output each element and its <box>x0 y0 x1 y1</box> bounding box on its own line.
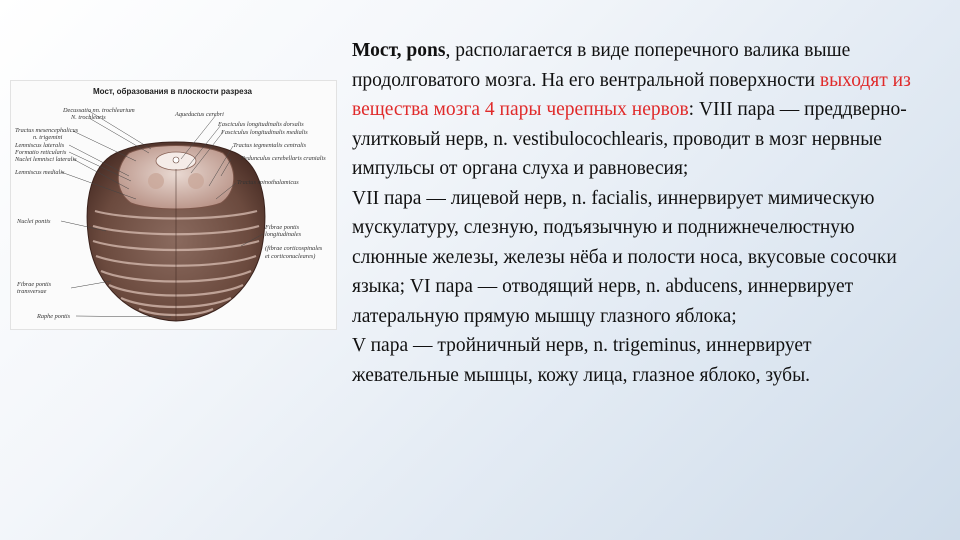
pons-cross-section-figure <box>10 80 337 330</box>
figure-label: Tractus mesencephalicus <box>15 127 79 134</box>
text-span: : VIII пара — преддверно-улитковый нерв, n. vestibulocochlearis, проводит в мозг нервные импульсы от органа слуха и равновесия; <box>352 99 907 179</box>
highlight-text: выходят из вещества мозга 4 пары черепных нервов <box>352 69 911 120</box>
term-pons: Мост, pons <box>352 40 446 61</box>
figure-label: Lemniscus lateralis <box>15 142 65 149</box>
paragraph-facial: VII пара — лицевой нерв, n. facialis, иннервирует мимическую мускулатуру, слезную, подъязычную и поднижнечелюстную слюнные железы, железы нёба и полости носа, вкусовые сосочки языка; VI пара — отводящий нерв, n. abducens, иннервирует латеральную прямую мышцу глазного яблока; <box>352 187 897 327</box>
figure-label: Raphe pontis <box>37 313 71 320</box>
figure-label: et corticonucleares) <box>265 253 316 260</box>
paragraph-pons <box>352 36 912 184</box>
text-span: , располагается в виде поперечного валика выше продолговатого мозга. На его вентральной поверхности <box>352 40 851 91</box>
slide-body-text <box>352 36 912 390</box>
figure-label: Fibrae pontis longitudinales <box>265 224 302 238</box>
figure-label: Nuclei pontis <box>17 218 51 225</box>
figure-label: N. trochlearis <box>71 114 106 121</box>
figure-label: Nuclei lemnisci lateralis <box>15 156 77 163</box>
figure-label: Decussatio nn. trochlearium <box>63 107 135 114</box>
figure-label: Aqueductus cerebri <box>175 111 224 118</box>
figure-label: Tractus spinothalamicus <box>237 179 299 186</box>
figure-label: Formatio reticularis <box>15 149 67 156</box>
figure-title: Мост, образования в плоскости разреза <box>93 87 252 96</box>
figure-label: n. trigemini <box>33 134 63 141</box>
figure-label: Fasciculus longitudinalis medialis <box>221 129 308 136</box>
figure-label: Tractus tegmentalis centralis <box>233 142 307 149</box>
figure-label: (fibrae corticospinales <box>265 245 323 252</box>
figure-label: Pedunculus cerebellaris cranialis <box>241 155 326 162</box>
figure-label: Lemniscus medialis <box>15 169 65 176</box>
figure-label: Fasciculus longitudinalis dorsalis <box>218 121 304 128</box>
figure-label: Fibrae pontis transversae <box>17 281 52 295</box>
paragraph-trigeminal: V пара — тройничный нерв, n. trigeminus, иннервирует жевательные мышцы, кожу лица, глазное яблоко, зубы. <box>352 335 812 386</box>
